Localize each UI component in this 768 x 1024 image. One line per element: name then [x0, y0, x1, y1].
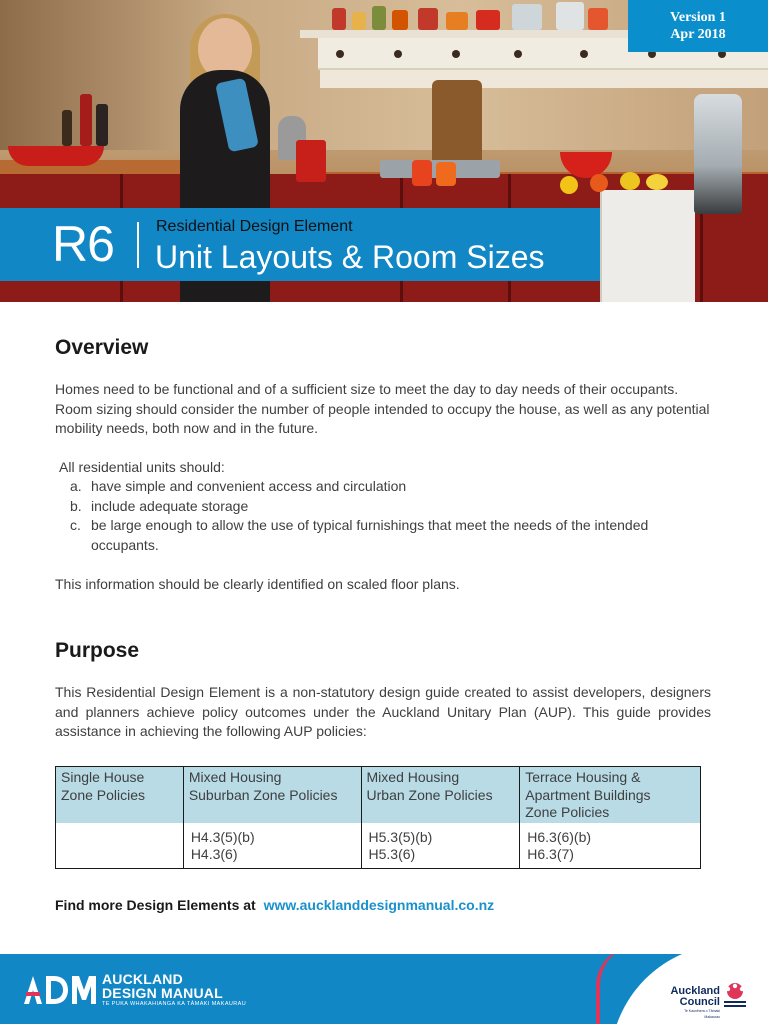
council-tagline: Te Kaunihera o Tāmaki Makaurau [684, 1009, 720, 1019]
jar [392, 10, 408, 30]
brand-line2: DESIGN MANUAL [102, 985, 223, 1001]
policy-ref: H5.3(6) [368, 846, 416, 862]
jar [352, 12, 366, 30]
frying-pan [8, 146, 104, 166]
table-header-cell [361, 767, 520, 823]
list-item [70, 516, 710, 555]
list-marker: a. [70, 478, 82, 494]
blender [694, 94, 742, 214]
jar [512, 4, 542, 30]
version-date: Apr 2018 [670, 27, 726, 42]
list-item [70, 477, 710, 497]
list-item-text: include adequate storage [91, 497, 249, 514]
table-row [56, 823, 701, 869]
header-line: Zone Policies [525, 804, 610, 820]
table-header-cell [183, 767, 361, 823]
drawer-knob [452, 50, 460, 58]
header-line: Urban Zone Policies [366, 786, 493, 803]
table-cell [520, 823, 701, 869]
policy-ref: H4.3(5)(b) [190, 828, 255, 845]
purpose-paragraph: This Residential Design Element is a non-statutory design guide created to assist developers, designers and planners achieve policy outcomes under the Auckland Unitary Plan (AUP). This guide provides assistance in achieving the following AUP policies: [55, 684, 711, 739]
mug [412, 160, 432, 186]
table-cell [361, 823, 520, 869]
jar [418, 8, 438, 30]
fruit [646, 174, 668, 190]
list-marker: b. [70, 497, 82, 514]
drawer-knob [336, 50, 344, 58]
floor-plan-note: This information should be clearly identified on scaled floor plans. [55, 576, 460, 592]
policy-table [55, 766, 701, 869]
mug [436, 162, 456, 186]
design-manual-link[interactable]: www.aucklanddesignmanual.co.nz [263, 897, 495, 913]
header-line: Mixed Housing [188, 769, 282, 785]
bottle [62, 110, 72, 146]
bottle [96, 104, 108, 146]
page-title: Unit Layouts & Room Sizes [155, 239, 545, 275]
fruit [590, 174, 608, 192]
footer [0, 954, 768, 1024]
dishwasher [600, 190, 695, 302]
cutting-board [432, 80, 482, 172]
brand-tagline: TE PUKA WHAKAHIANGA KA TĀMAKI MAKAURAU [102, 1001, 247, 1007]
jar [372, 6, 386, 30]
list-item-text: have simple and convenient access and circulation [91, 478, 407, 494]
version-badge [628, 0, 768, 52]
header-line: Mixed Housing [366, 769, 460, 785]
fruit [560, 176, 578, 194]
header-line: Suburban Zone Policies [188, 786, 338, 803]
jar [476, 10, 500, 30]
table-header-cell [56, 767, 184, 823]
drawer-knob [580, 50, 588, 58]
policy-ref: H6.3(7) [527, 846, 574, 862]
overview-paragraph: Homes need to be functional and of a sufficient size to meet the day to day needs of their occupants. Room sizing should consider the number of people intended to occupy the house, as well as any potential mobility needs, both now and in the future. [55, 381, 710, 436]
pohutukawa-flower-icon [722, 982, 748, 1010]
fruit [620, 172, 640, 190]
table-header-cell [520, 767, 701, 823]
council-wave [596, 954, 636, 1024]
header-line: Zone Policies [61, 786, 146, 803]
units-list [70, 477, 710, 555]
pepper-mill [80, 94, 92, 146]
policy-ref: H4.3(6) [190, 846, 238, 862]
hero-photo [0, 0, 768, 302]
moka-pot [296, 140, 326, 182]
adm-wordmark [102, 972, 246, 1008]
brand-line1: AUCKLAND [102, 971, 183, 987]
jar [446, 12, 468, 30]
drawer-knob [514, 50, 522, 58]
find-more [55, 897, 494, 913]
table-cell [56, 823, 184, 869]
find-more-label: Find more Design Elements at [55, 897, 256, 913]
element-code: R6 [52, 216, 114, 272]
units-intro: All residential units should: [59, 459, 225, 475]
list-item [70, 497, 710, 517]
purpose-heading: Purpose [55, 639, 140, 662]
header-line: Single House [61, 769, 145, 785]
jar [588, 8, 608, 30]
jar [332, 8, 346, 30]
version-number: Version 1 [670, 10, 726, 25]
table-header-row [56, 767, 701, 823]
drawer-knob [394, 50, 402, 58]
jar [556, 2, 584, 30]
plate-rack [320, 70, 768, 88]
council-line2: Council [679, 996, 720, 1008]
council-line1: Auckland [670, 985, 720, 997]
policy-ref: H6.3(6)(b) [527, 828, 592, 845]
title-separator [137, 222, 139, 268]
list-marker: c. [70, 517, 81, 533]
header-line: Apartment Buildings [525, 786, 651, 803]
policy-ref: H5.3(5)(b) [368, 828, 433, 845]
list-item-text: be large enough to allow the use of typical furnishings that meet the needs of the intended occupants. [91, 517, 649, 553]
adm-logo-icon [24, 974, 96, 1004]
header-line: Terrace Housing & [525, 769, 641, 785]
title-band [0, 208, 600, 281]
council-wordmark [668, 986, 720, 1020]
element-subtitle: Residential Design Element [156, 218, 353, 235]
overview-heading: Overview [55, 336, 149, 359]
table-cell [183, 823, 361, 869]
